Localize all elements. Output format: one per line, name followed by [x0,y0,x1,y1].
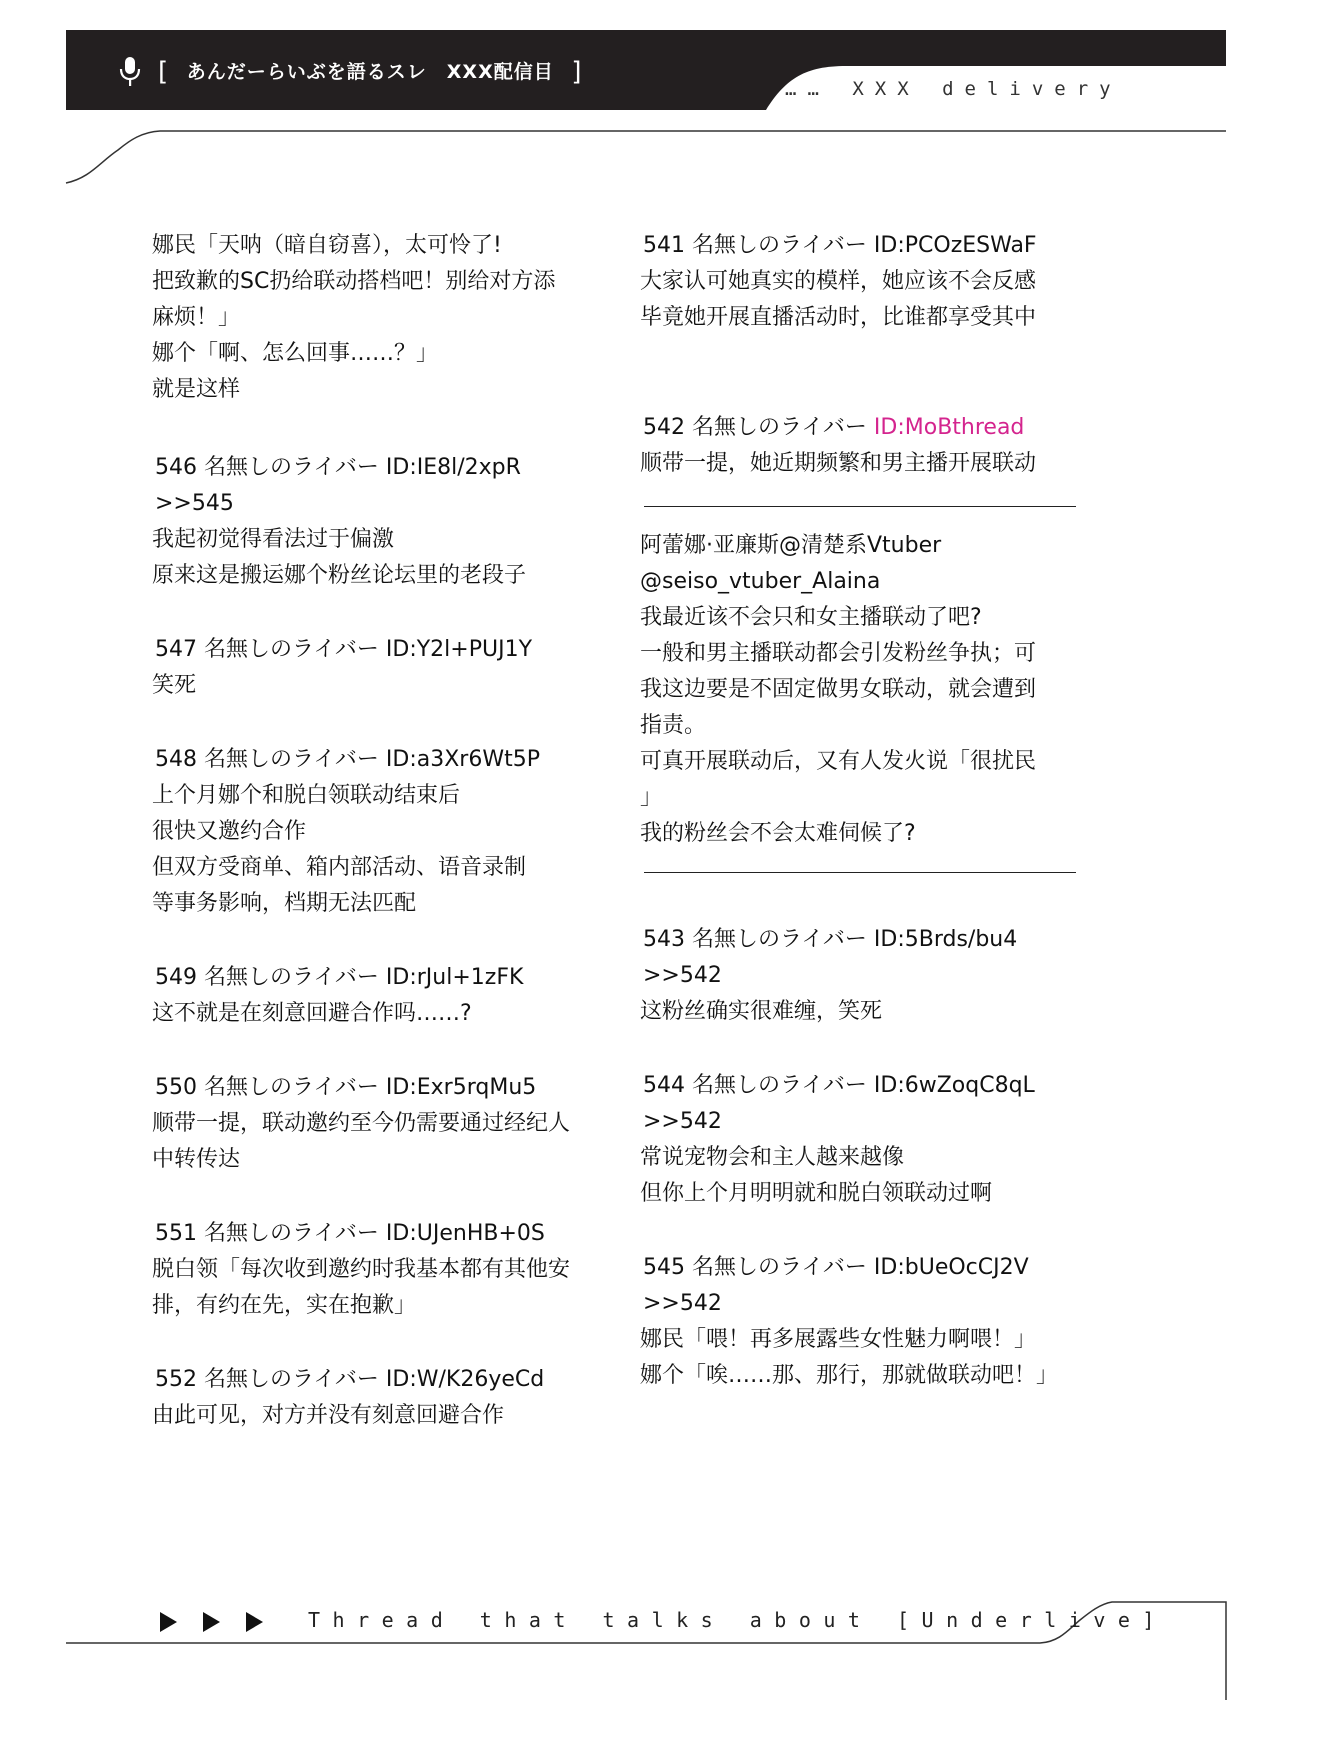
post-543 [640,922,1080,1030]
post-number: 543 [643,927,685,952]
reply-link[interactable]: >>545 [155,491,234,516]
post-header [640,922,1080,958]
poster-id: ID:rJul+1zFK [385,965,524,990]
post-line: 排，有约在先，实在抱歉」 [152,1293,417,1318]
post-line: 原来这是搬运娜个粉丝论坛里的老段子 [152,563,527,588]
post-header [152,742,622,778]
footer-tagline: Thread that talks about [Underlive] [308,1608,1167,1632]
quoted-tweet [640,528,1080,852]
post-line: 很快又邀约合作 [152,819,307,844]
header-subtitle: …… XXX delivery [785,78,1122,100]
poster-id: ID:a3Xr6Wt5P [385,747,540,772]
post-number: 551 [155,1221,197,1246]
post-line: 等事务影响，档期无法匹配 [152,891,417,916]
post-550 [152,1070,622,1178]
tweet-author: 阿蕾娜·亚廉斯@清楚系Vtuber [640,533,942,558]
post-line: 娜民「天呐（暗自窃喜），太可怜了! [152,233,502,258]
post-line: 顺带一提，联动邀约至今仍需要通过经纪人 [152,1111,571,1136]
poster-name: 名無しのライバー [204,965,379,990]
post-line: 毕竟她开展直播活动时，比谁都享受其中 [640,305,1037,330]
post-line: 娜个「啊、怎么回事……？」 [152,341,439,366]
post-header [152,450,622,486]
post-line: 这粉丝确实很难缠，笑死 [640,999,883,1024]
post-548 [152,742,622,922]
poster-id: ID:5Brds/bu4 [873,927,1018,952]
post-number: 541 [643,233,685,258]
post-number: 546 [155,455,197,480]
tweet-handle: @seiso_vtuber_Alaina [640,569,881,594]
post-line: 把致歉的SC扔给联动搭档吧！别给对方添 [152,269,556,294]
post-542 [640,410,1080,482]
poster-name: 名無しのライバー [204,455,379,480]
post-number: 552 [155,1367,197,1392]
poster-id: ID:PCOzESWaF [873,233,1037,258]
post-545 [640,1250,1080,1394]
play-arrow-icon [160,1612,177,1632]
post-header [152,1216,622,1252]
post-number: 544 [643,1073,685,1098]
post-line: 脱白领「每次收到邀约时我基本都有其他安 [152,1257,571,1282]
play-arrow-icon [246,1612,263,1632]
poster-name: 名無しのライバー [204,1221,379,1246]
post-line: 顺带一提，她近期频繁和男主播开展联动 [640,451,1037,476]
post-line: 但你上个月明明就和脱白领联动过啊 [640,1181,993,1206]
post-line: 由此可见，对方并没有刻意回避合作 [152,1403,505,1428]
poster-id: ID:6wZoqC8qL [873,1073,1035,1098]
post-header [640,1250,1080,1286]
tweet-line: 」 [640,785,663,810]
post-header [152,632,622,668]
title-bracket-open: [ [158,57,170,87]
poster-name: 名無しのライバー [692,1073,867,1098]
poster-name: 名無しのライバー [204,747,379,772]
post-line: 中转传达 [152,1147,241,1172]
post-header [640,1068,1080,1104]
post-header [152,960,622,996]
post-544 [640,1068,1080,1212]
post-header [640,228,1080,264]
post-551 [152,1216,622,1324]
title-bracket-close: ] [571,57,583,87]
tweet-line: 我的粉丝会不会太难伺候了? [640,821,916,846]
post-number: 545 [643,1255,685,1280]
post-number: 549 [155,965,197,990]
poster-id: ID:MoBthread [873,415,1025,440]
poster-name: 名無しのライバー [204,1075,379,1100]
footer [0,1590,1317,1710]
post-line: 我起初觉得看法过于偏激 [152,527,395,552]
poster-id: ID:Y2l+PUJ1Y [385,637,533,662]
poster-name: 名無しのライバー [204,1367,379,1392]
poster-name: 名無しのライバー [692,927,867,952]
post-number: 542 [643,415,685,440]
post-541 [640,228,1080,336]
tweet-line: 指责。 [640,713,707,738]
play-arrow-icon [203,1612,220,1632]
post-header [152,1362,622,1398]
post-number: 548 [155,747,197,772]
post-header [640,410,1080,446]
post-line: 但双方受商单、箱内部活动、语音录制 [152,855,527,880]
poster-id: ID:Exr5rqMu5 [385,1075,537,1100]
post-line: 大家认可她真实的模样，她应该不会反感 [640,269,1037,294]
post-line: 娜民「喂！再多展露些女性魅力啊喂！」 [640,1327,1037,1352]
post-line: 上个月娜个和脱白领联动结束后 [152,783,461,808]
reply-link[interactable]: >>542 [643,963,722,988]
tweet-line: 我最近该不会只和女主播联动了吧? [640,605,982,630]
post-line: 笑死 [152,673,197,698]
post-line: 常说宠物会和主人越来越像 [640,1145,905,1170]
quote-divider-bottom [644,872,1076,873]
poster-name: 名無しのライバー [692,415,867,440]
quote-divider-top [644,506,1076,507]
post-552 [152,1362,622,1434]
post-line: 麻烦！」 [152,305,241,330]
post-546 [152,450,622,594]
tweet-line: 可真开展联动后，又有人发火说「很扰民 [640,749,1037,774]
post-continuation [152,228,622,408]
post-line: 就是这样 [152,377,241,402]
post-line: 娜个「唉……那、那行，那就做联动吧！」 [640,1363,1059,1388]
post-547 [152,632,622,704]
tweet-line: 一般和男主播联动都会引发粉丝争执；可 [640,641,1037,666]
poster-name: 名無しのライバー [692,233,867,258]
reply-link[interactable]: >>542 [643,1291,722,1316]
poster-id: ID:bUeOcCJ2V [873,1255,1029,1280]
post-line: 这不就是在刻意回避合作吗……? [152,1001,472,1026]
poster-name: 名無しのライバー [204,637,379,662]
title-text: あんだーらいぶを語るスレ XXX配信目 [186,61,554,83]
poster-id: ID:W/K26yeCd [385,1367,545,1392]
poster-name: 名無しのライバー [692,1255,867,1280]
tweet-line: 我这边要是不固定做男女联动，就会遭到 [640,677,1037,702]
post-header [152,1070,622,1106]
reply-link[interactable]: >>542 [643,1109,722,1134]
poster-id: ID:UJenHB+0S [385,1221,545,1246]
poster-id: ID:IE8l/2xpR [385,455,521,480]
post-549 [152,960,622,1032]
post-number: 547 [155,637,197,662]
post-number: 550 [155,1075,197,1100]
